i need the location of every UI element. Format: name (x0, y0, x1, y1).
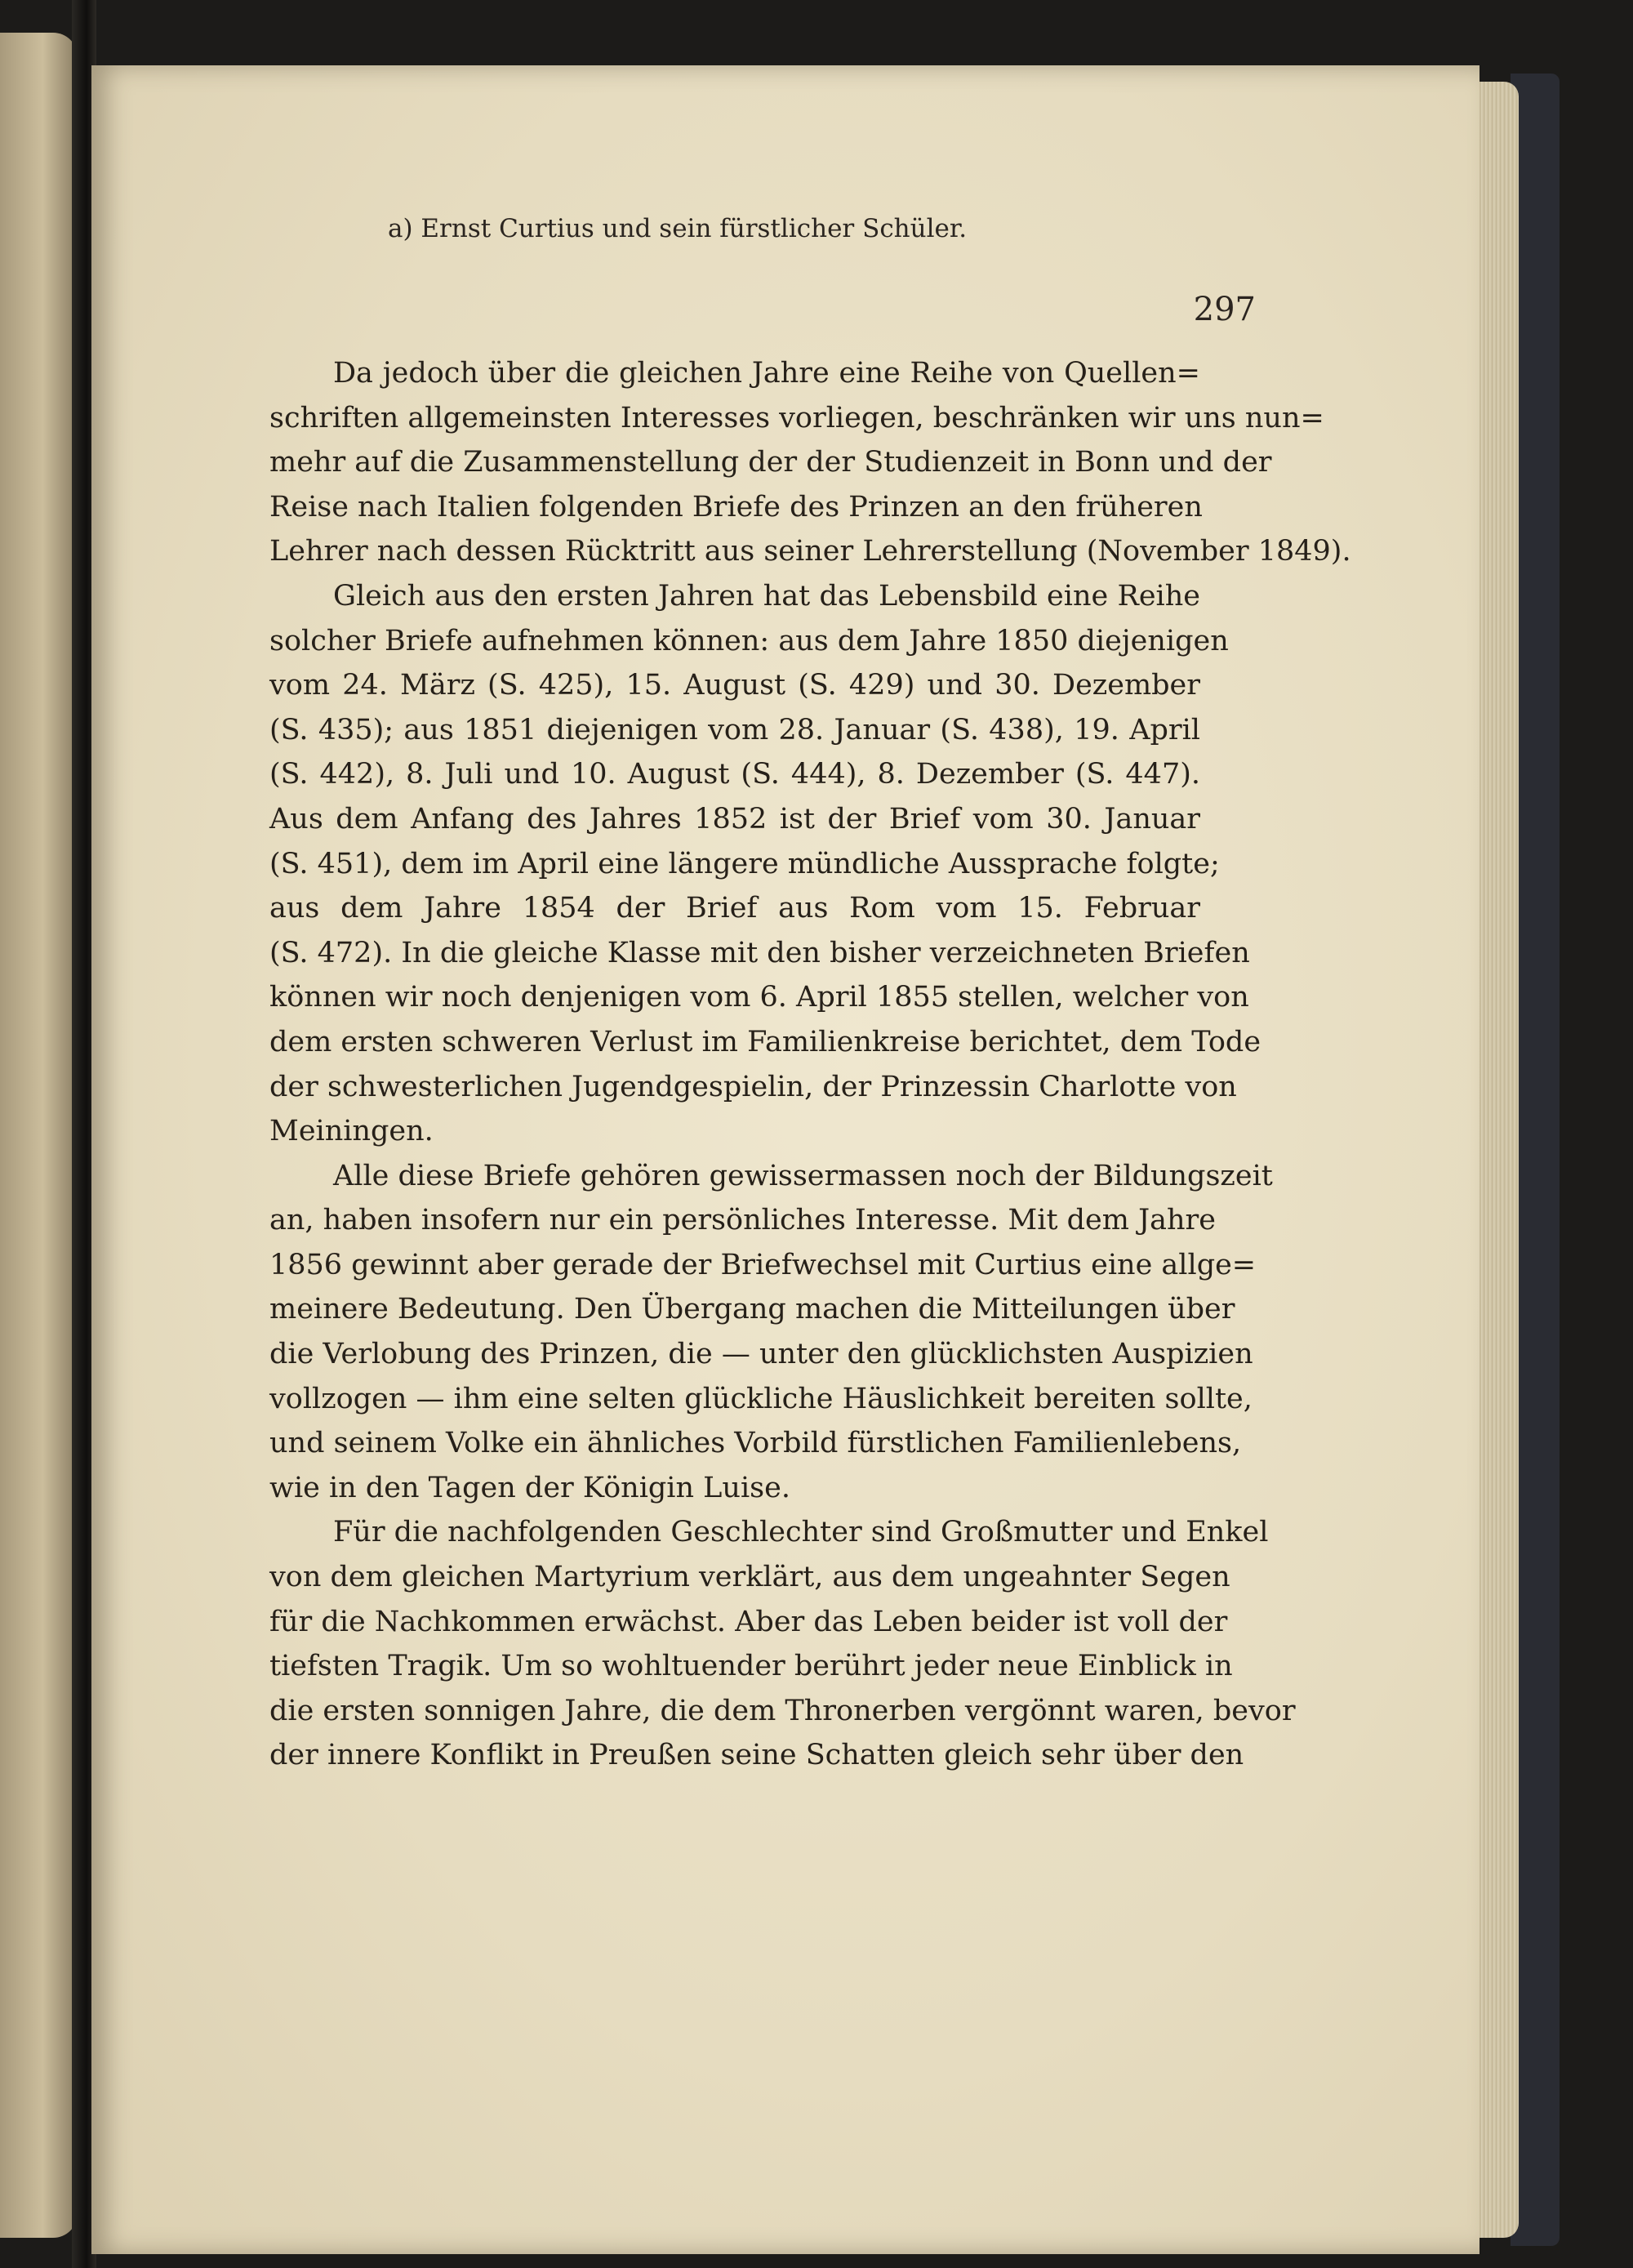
text-line: Aus dem Anfang des Jahres 1852 ist der Brief vom 30. Januar (269, 802, 1200, 835)
text-line: aus dem Jahre 1854 der Brief aus Rom vom 15. Februar (269, 892, 1200, 925)
text-line: der schwesterlichen Jugendgespielin, der Prinzessin Charlotte von (269, 1070, 1237, 1103)
text-line: und seinem Volke ein ähnliches Vorbild fürstlichen Familienlebens, (269, 1427, 1242, 1460)
text-line: Alle diese Briefe gehören gewissermassen noch der Bildungszeit (333, 1159, 1273, 1192)
text-line: (S. 442), 8. Juli und 10. August (S. 444), 8. Dezember (S. 447). (269, 758, 1200, 791)
text-line: vollzogen — ihm eine selten glückliche Häuslichkeit bereiten sollte, (269, 1382, 1253, 1415)
text-line: Lehrer nach dessen Rücktritt aus seiner Lehrerstellung (November 1849). (269, 535, 1351, 568)
text-line: Für die nachfolgenden Geschlechter sind Großmutter und Enkel (333, 1516, 1269, 1549)
body-text (269, 351, 1351, 1778)
text-line: von dem gleichen Martyrium verklärt, aus dem ungeahnter Segen (269, 1561, 1230, 1594)
text-line: mehr auf die Zusammenstellung der der Studienzeit in Bonn und der (269, 446, 1272, 479)
text-line: Gleich aus den ersten Jahren hat das Lebensbild eine Reihe (333, 579, 1200, 613)
page-number: 297 (1193, 291, 1256, 328)
text-line: Meiningen. (269, 1115, 434, 1148)
text-line: der innere Konflikt in Preußen seine Schatten gleich sehr über den (269, 1739, 1244, 1772)
text-line: tiefsten Tragik. Um so wohltuender berührt jeder neue Einblick in (269, 1650, 1233, 1683)
text-line: meinere Bedeutung. Den Übergang machen die Mitteilungen über (269, 1293, 1235, 1326)
paragraph-1 (269, 351, 1351, 574)
text-line: solcher Briefe aufnehmen können: aus dem Jahre 1850 diejenigen (269, 624, 1229, 657)
previous-page-edge (0, 33, 78, 2238)
text-line: die Verlobung des Prinzen, die — unter den glücklichsten Auspizien (269, 1338, 1253, 1371)
text-line: können wir noch denjenigen vom 6. April 1855 stellen, welcher von (269, 981, 1249, 1014)
text-line: für die Nachkommen erwächst. Aber das Leben beider ist voll der (269, 1605, 1228, 1638)
text-line: (S. 472). In die gleiche Klasse mit den bisher verzeichneten Briefen (269, 936, 1250, 969)
text-line: (S. 451), dem im April eine längere mündliche Aussprache folgte; (269, 847, 1220, 880)
text-line: dem ersten schweren Verlust im Familienkreise berichtet, dem Tode (269, 1025, 1261, 1058)
text-line: vom 24. März (S. 425), 15. August (S. 429) und 30. Dezember (269, 669, 1200, 702)
paragraph-4 (269, 1510, 1296, 1778)
text-line: an, haben insofern nur ein persönliches Interesse. Mit dem Jahre (269, 1204, 1216, 1237)
paragraph-2 (269, 574, 1261, 1154)
text-line: wie in den Tagen der Königin Luise. (269, 1471, 790, 1504)
running-head: a) Ernst Curtius und sein fürstlicher Schüler. (388, 214, 968, 243)
text-line: schriften allgemeinsten Interesses vorliegen, beschränken wir uns nun= (269, 401, 1324, 434)
text-line: Reise nach Italien folgenden Briefe des Prinzen an den früheren (269, 490, 1203, 524)
text-line: die ersten sonnigen Jahre, die dem Thronerben vergönnt waren, bevor (269, 1694, 1296, 1727)
text-line: (S. 435); aus 1851 diejenigen vom 28. Januar (S. 438), 19. April (269, 713, 1200, 746)
paragraph-3 (269, 1154, 1273, 1511)
text-line: Da jedoch über die gleichen Jahre eine Reihe von Quellen= (333, 357, 1200, 390)
text-line: 1856 gewinnt aber gerade der Briefwechsel mit Curtius eine allge= (269, 1248, 1257, 1281)
